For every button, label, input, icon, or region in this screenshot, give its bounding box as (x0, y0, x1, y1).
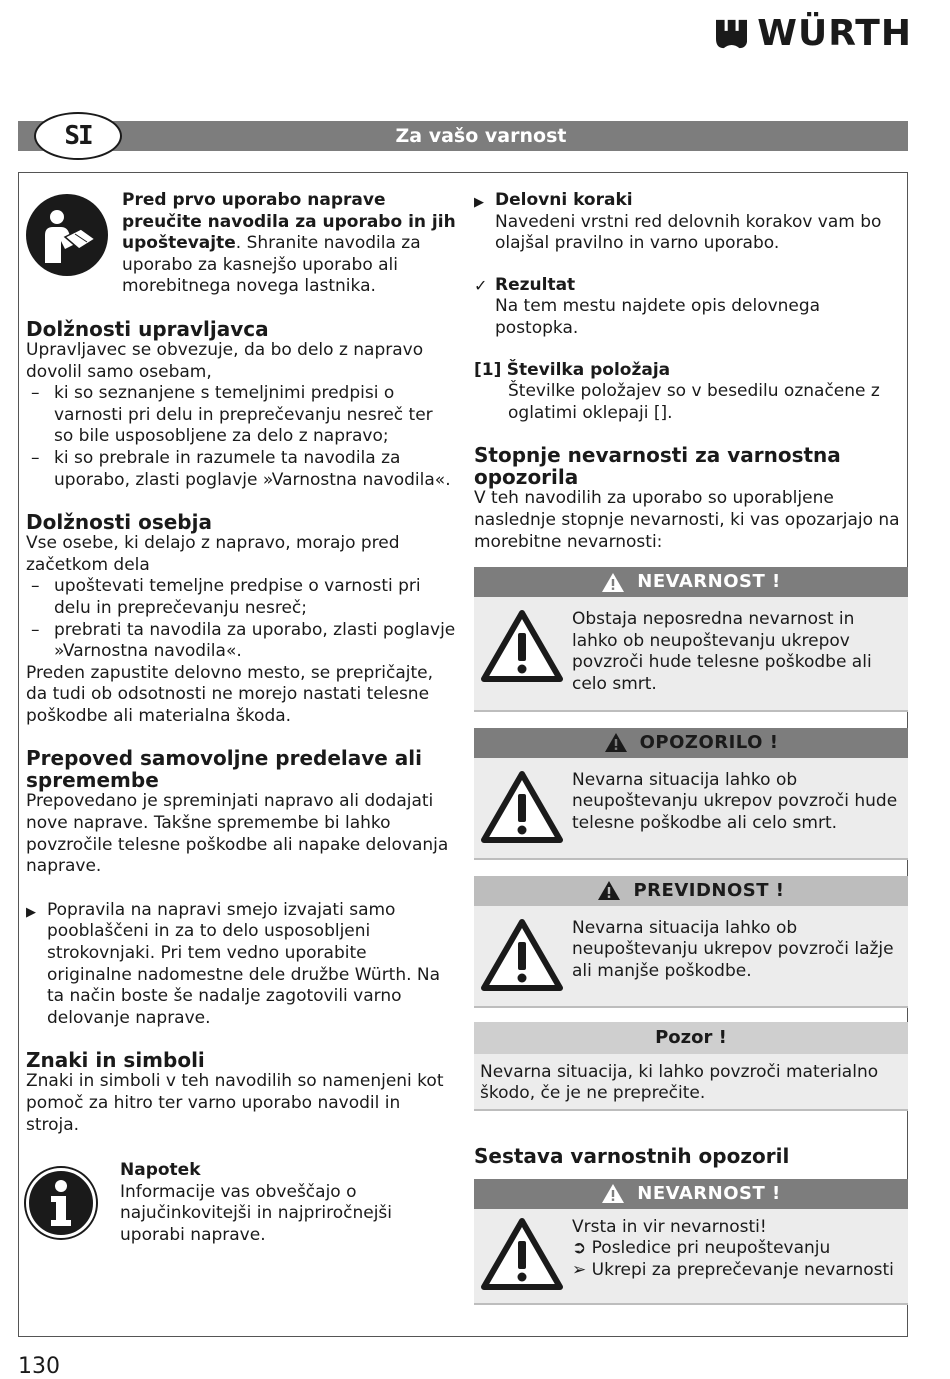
warning-triangle-icon (480, 609, 564, 683)
list-item: – prebrati ta navodila za uporabo, zlasti poglavje »Varnostna navodila«. (26, 620, 456, 663)
composition-text (572, 1217, 900, 1291)
notice-box (474, 1022, 908, 1111)
composition-heading: Sestava varnostnih opozoril (474, 1143, 790, 1168)
operator-heading: Dolžnosti upravljavca (26, 316, 269, 341)
warning-small-icon (597, 880, 621, 901)
composition-box (474, 1179, 908, 1305)
section-header-bar (18, 121, 908, 151)
read-manual-icon (26, 194, 108, 276)
position-text: Številke položajev so v besedilu označene z oglatimi oklepaji []. (508, 381, 880, 423)
composition-label: NEVARNOST ! (637, 1182, 781, 1204)
note-block (26, 1160, 456, 1246)
steps-item (474, 190, 908, 255)
notice-label: Pozor ! (474, 1022, 908, 1054)
note-title: Napotek (120, 1160, 201, 1181)
intro-bold: Pred prvo uporabo naprave preučite navodila za uporabo in jih upoštevajte (122, 190, 456, 254)
caution-label: PREVIDNOST ! (633, 879, 785, 901)
caution-header (474, 876, 908, 906)
signs-text: Znaki in simboli v teh navodilih so namenjeni kot pomoč za hitro ter varno uporabo navodil in stroja. (26, 1071, 444, 1135)
composition-body (474, 1209, 908, 1303)
caution-box (474, 876, 908, 1008)
list-item: – ki so seznanjene s temeljnimi predpisi o varnosti pri delu in preprečevanju nesreč ter so bile usposobljene za delo z napravo; (26, 383, 456, 448)
notice-text: Nevarna situacija, ki lahko povzroči materialno škodo, če je ne preprečite. (474, 1054, 908, 1111)
modification-heading: Prepoved samovoljne predelave ali spremembe (26, 746, 423, 793)
arrowhead-icon: ➢ (572, 1259, 587, 1280)
warning-box (474, 728, 908, 860)
triangle-right-icon: ▶ (474, 195, 484, 210)
warning-text: Nevarna situacija lahko ob neupoštevanju ukrepov povzroči hude telesne poškodbe ali celo smrt. (572, 769, 898, 833)
language-badge: SI (34, 112, 122, 160)
wurth-mark-icon (716, 14, 747, 54)
danger-header (474, 567, 908, 597)
caution-text: Nevarna situacija lahko ob neupoštevanju ukrepov povzroči lažje ali manjše poškodbe. (572, 917, 894, 981)
intro-text (122, 190, 456, 298)
composition-line1: Vrsta in vir nevarnosti! (572, 1216, 767, 1237)
result-item (474, 275, 908, 340)
result-text: Na tem mestu najdete opis delovnega postopka. (495, 296, 821, 338)
page-number: 130 (18, 1354, 60, 1379)
warning-small-icon (604, 732, 628, 753)
signs-heading: Znaki in simboli (26, 1048, 205, 1073)
section-title: Za vašo varnost (395, 125, 567, 147)
intro-rest: . Shranite navodila za uporabo za kasnejšo uporabo ali morebitnega novega lastnika. (122, 233, 421, 297)
action-step-text: Popravila na napravi smejo izvajati samo pooblaščeni in za to delo usposobljeni strokovnjaki. Pri tem vedno uporabite originalne nadomestne dele družbe Würth. Na ta način boste še nadalje zagotovili varno delovanje naprave. (47, 899, 441, 1028)
left-column (26, 190, 456, 1247)
composition-header (474, 1179, 908, 1209)
caution-body (474, 906, 908, 1006)
levels-text: V teh navodilih za uporabo so uporabljene naslednje stopnje nevarnosti, ki vas opozarjajo na morebitne nevarnosti: (474, 488, 900, 552)
warning-triangle-icon (480, 918, 564, 992)
warning-label: OPOZORILO ! (639, 731, 779, 753)
position-title: Številka položaja (506, 359, 671, 380)
warning-small-icon (601, 572, 625, 593)
info-icon (26, 1168, 96, 1238)
steps-title: Delovni koraki (495, 190, 633, 210)
staff-heading: Dolžnosti osebja (26, 510, 212, 535)
danger-text: Obstaja neposredna nevarnost in lahko ob neupoštevanju ukrepov povzroči hude telesne poškodbe ali celo smrt. (572, 609, 872, 694)
note-text-block (120, 1160, 456, 1246)
list-item: – upoštevati temeljne predpise o varnosti pri delu in preprečevanju nesreč; (26, 576, 456, 619)
warning-triangle-icon (480, 770, 564, 844)
list-item: – ki so prebrale in razumele ta navodila za uporabo, zlasti poglavje »Varnostna navodila«. (26, 448, 456, 491)
triangle-right-icon: ▶ (26, 904, 36, 920)
right-column (474, 190, 908, 1305)
checkmark-icon: ✓ (474, 275, 488, 295)
position-num: [1] (474, 359, 502, 380)
danger-label: NEVARNOST ! (637, 571, 781, 593)
danger-body (474, 597, 908, 709)
arrow-circle-icon: ➲ (572, 1238, 587, 1259)
position-item (474, 360, 908, 425)
modification-text: Prepovedano je spreminjati napravo ali dodajati nove naprave. Takšne spremembe bi lahko povzročile telesne poškodbe ali napake delovanja naprave. (26, 791, 449, 877)
composition-line2: ➲ Posledice pri neupoštevanju (572, 1238, 831, 1259)
wurth-logo (716, 12, 912, 56)
warning-small-icon (601, 1183, 625, 1204)
warning-body (474, 758, 908, 858)
result-title: Rezultat (495, 274, 576, 295)
warning-header (474, 728, 908, 758)
note-text: Informacije vas obveščajo o najučinkovitejši in najpriročnejši uporabi naprave. (120, 1181, 393, 1245)
warning-triangle-icon (480, 1217, 564, 1291)
brand-name: WÜRTH (757, 13, 912, 54)
levels-heading: Stopnje nevarnosti za varnostna opozorila (474, 443, 841, 490)
staff-text: Vse osebe, ki delajo z napravo, morajo pred začetkom dela (26, 533, 400, 575)
operator-text: Upravljavec se obvezuje, da bo delo z napravo dovolil samo osebam, (26, 339, 424, 382)
intro-block (26, 190, 456, 298)
danger-box (474, 567, 908, 711)
action-step (26, 900, 456, 1030)
steps-text: Navedeni vrstni red delovnih korakov vam bo olajšal pravilno in varno uporabo. (495, 211, 882, 254)
composition-line3: ➢ Ukrepi za preprečevanje nevarnosti (572, 1259, 894, 1280)
staff-after-text: Preden zapustite delovno mesto, se prepričajte, da tudi ob odsotnosti ne morejo nastati telesne poškodbe ali materialna škoda. (26, 662, 434, 726)
